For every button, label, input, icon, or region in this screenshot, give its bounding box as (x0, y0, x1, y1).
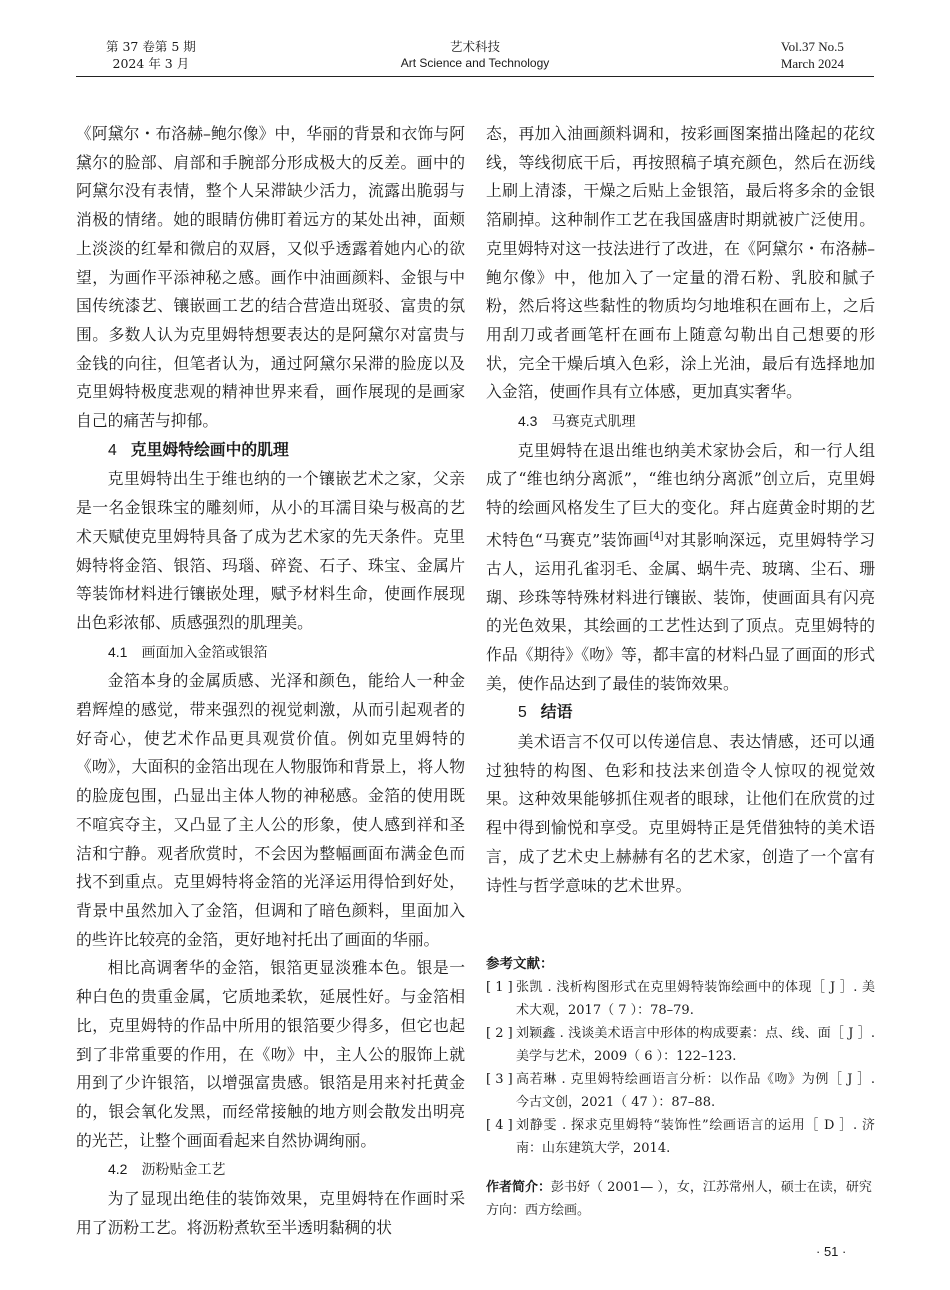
subsection-heading-4-1: 4.1 画面加入金箔或银箔 (108, 643, 268, 661)
reference-item: [ 4 ] 刘静雯 . 探求克里姆特“装饰性”绘画语言的运用［ D ］. 济南：山东建筑大学，2014. (486, 1118, 875, 1156)
section-heading-5: 5 结语 (518, 702, 573, 722)
paragraph: 相比高调奢华的金箔，银箔更显淡雅本色。银是一种白色的贵重金属，它质地柔软，延展性好。与金箔相比，克里姆特的作品中所用的银箔要少得多，但它也起到了非常重要的作用，在《吻》中，主人公的服饰上就用到了少许银箔，以增强富贵感。银箔是用来衬托黄金的，银会氧化发黑，而经常接触的地方则会散发出明亮的光芒，让整个画面看起来自然协调绚丽。 (76, 958, 465, 1150)
header-volume-cn: 第 37 卷第 5 期 2024 年 3 月 (106, 39, 196, 71)
reference-item: [ 2 ] 刘颖鑫 . 浅谈美术语言中形体的构成要素：点、线、面［ J ］. 美学与艺术，2009（ 6 ）：122–123. (486, 1026, 875, 1064)
references (486, 952, 875, 1160)
references-title: 参考文献： (486, 956, 554, 972)
author-bio: 作者简介：彭书妤（ 2001— ），女，江苏常州人，硕士在读，研究方向：西方绘画。 (486, 1180, 872, 1218)
header-journal: 艺术科技 Art Science and Technology (400, 39, 550, 70)
header-volume-en: Vol.37 No.5 March 2024 (780, 39, 844, 71)
page-number: · 51 · (816, 1244, 847, 1259)
paragraph: 《阿黛尔・布洛赫–鲍尔像》中，华丽的背景和衣饰与阿黛尔的脸部、肩部和手腕部分形成极大的反差。画中的阿黛尔没有表情，整个人呆滞缺少活力，流露出脆弱与消极的情绪。她的眼睛仿佛盯着远方的某处出神，面颊上淡淡的红晕和微启的双唇，又似乎透露着她内心的欲望，为画作平添神秘之感。画作中油画颜料、金银与中国传统漆艺、镶嵌画工艺的结合营造出斑驳、富贵的氛围。多数人认为克里姆特想要表达的是阿黛尔对富贵与金钱的向往，但笔者认为，通过阿黛尔呆滞的脸庞以及克里姆特极度悲观的精神世界来看，画作展现的是画家自己的痛苦与抑郁。 (76, 124, 465, 431)
reference-item: [ 1 ] 张凯 . 浅析构图形式在克里姆特装饰绘画中的体现［ J ］. 美术大观，2017（ 7 ）：78–79. (486, 980, 875, 1018)
paragraph: 金箔本身的金属质感、光泽和颜色，能给人一种金碧辉煌的感觉，带来强烈的视觉刺激，从而引起观者的好奇心，使艺术作品更具观赏价值。例如克里姆特的《吻》，大面积的金箔出现在人物服饰和背景上，将人物的脸庞包围，凸显出主体人物的神秘感。金箔的使用既不喧宾夺主，又凸显了主人公的形象，使人感到祥和圣洁和宁静。观者欣赏时，不会因为整幅画面布满金色而找不到重点。克里姆特将金箔的光泽运用得恰到好处，背景中虽然加入了金箔，但调和了暗色颜料，里面加入的些许比较亮的金箔，更好地衬托出了画面的华丽。 (76, 671, 465, 949)
running-header (76, 38, 874, 77)
subsection-heading-4-3: 4.3 马赛克式肌理 (518, 413, 636, 431)
subsection-heading-4-2: 4.2 沥粉贴金工艺 (108, 1161, 226, 1179)
paragraph: 为了显现出绝佳的装饰效果，克里姆特在作画时采用了沥粉工艺。将沥粉煮软至半透明黏稠的状 (76, 1189, 465, 1237)
right-column (486, 120, 875, 900)
reference-item: [ 3 ] 高若琳 . 克里姆特绘画语言分析：以作品《吻》为例［ J ］. 今古文创，2021（ 47 ）：87–88. (486, 1072, 875, 1110)
left-column (76, 120, 465, 1242)
paragraph: 克里姆特在退出维也纳美术家协会后，和一行人组成了“维也纳分离派”，“维也纳分离派”创立后，克里姆特的绘画风格发生了巨大的变化。拜占庭黄金时期的艺术特色“马赛克”装饰画[4]对其影响深远，克里姆特学习古人，运用孔雀羽毛、金属、蜗牛壳、玻璃、尘石、珊瑚、珍珠等特殊材料进行镶嵌、装饰，使画面具有闪亮的光色效果，其绘画的工艺性达到了顶点。克里姆特的作品《期待》《吻》等，都丰富的材料凸显了画面的形式美，使作品达到了最佳的装饰效果。 (486, 440, 875, 693)
section-heading-4: 4 克里姆特绘画中的肌理 (108, 439, 289, 459)
paragraph: 克里姆特出生于维也纳的一个镶嵌艺术之家，父亲是一名金银珠宝的雕刻师，从小的耳濡目染与极高的艺术天赋使克里姆特具备了成为艺术家的先天条件。克里姆特将金箔、银箔、玛瑙、碎瓷、石子、珠宝、金属片等装饰材料进行镶嵌处理，赋予材料生命，使画作展现出色彩浓郁、质感强烈的肌理美。 (76, 469, 465, 632)
paragraph: 态，再加入油画颜料调和，按彩画图案描出隆起的花纹线，等线彻底干后，再按照稿子填充颜色，然后在沥线上刷上清漆，干燥之后贴上金银箔，最后将多余的金银箔刷掉。这种制作工艺在我国盛唐时期就被广泛使用。克里姆特对这一技法进行了改进，在《阿黛尔・布洛赫–鲍尔像》中，他加入了一定量的滑石粉、乳胶和腻子粉，然后将这些黏性的物质均匀地堆积在画布上，之后用刮刀或者画笔杆在画布上随意勾勒出自己想要的形状，完全干燥后填入色彩，涂上光油，最后有选择地加入金箔，使画作具有立体感，更加真实奢华。 (486, 124, 875, 402)
paragraph: 美术语言不仅可以传递信息、表达情感，还可以通过独特的构图、色彩和技法来创造令人惊叹的视觉效果。这种效果能够抓住观者的眼球，让他们在欣赏的过程中得到愉悦和享受。克里姆特正是凭借独特的美术语言，成了艺术史上赫赫有名的艺术家，创造了一个富有诗性与哲学意味的艺术世界。 (486, 732, 875, 895)
citation-4: [4] (649, 530, 664, 542)
